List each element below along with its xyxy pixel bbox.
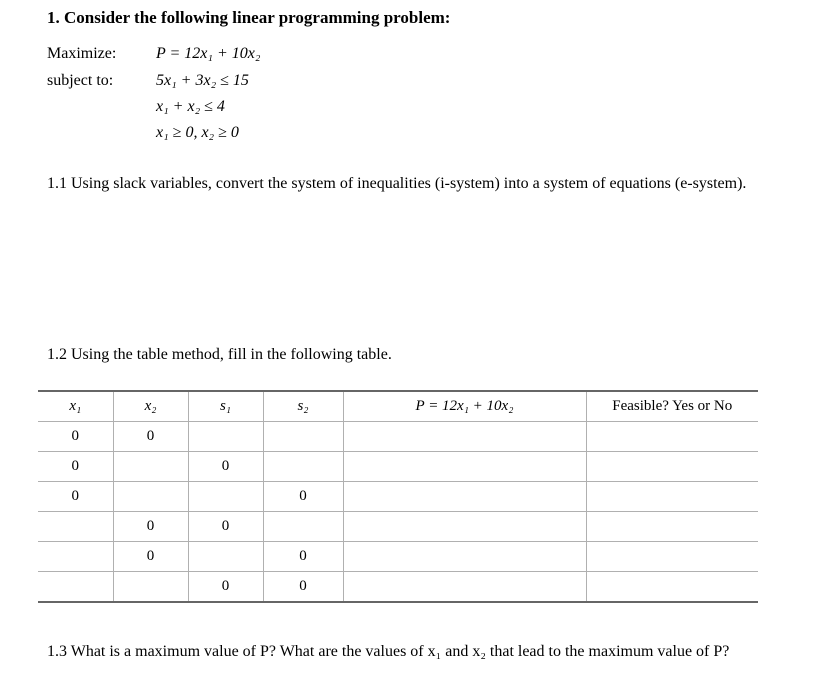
table-cell[interactable] [263, 452, 343, 482]
table-cell[interactable] [586, 452, 758, 482]
table-cell[interactable] [188, 422, 263, 452]
subject-to-label: subject to: [47, 72, 114, 89]
table-cell[interactable] [38, 542, 113, 572]
table-row [38, 572, 758, 603]
table-cell[interactable] [586, 512, 758, 542]
table-cell[interactable] [38, 572, 113, 603]
constraint-1: 5x₁ + 3x₂ ≤ 15 [156, 72, 249, 89]
table-cell[interactable]: 0 [38, 482, 113, 512]
table-cell[interactable] [343, 482, 586, 512]
table-row [38, 452, 758, 482]
table-row [38, 482, 758, 512]
table-cell[interactable]: 0 [263, 542, 343, 572]
question-1-3: 1.3 What is a maximum value of P? What are the values of x₁ and x₂ that lead to the maximum value of P? [47, 643, 730, 660]
table-header-row [38, 391, 758, 422]
lp-table [38, 390, 758, 603]
table-cell[interactable] [586, 542, 758, 572]
table-cell[interactable] [263, 512, 343, 542]
header-feasible: Feasible? Yes or No [586, 391, 758, 422]
table-cell[interactable]: 0 [263, 482, 343, 512]
constraint-2: x₁ + x₂ ≤ 4 [156, 98, 225, 115]
table-row [38, 422, 758, 452]
table-cell[interactable] [188, 482, 263, 512]
table-row [38, 512, 758, 542]
table-cell[interactable]: 0 [263, 572, 343, 603]
table-cell[interactable]: 0 [113, 512, 188, 542]
table-cell[interactable]: 0 [113, 422, 188, 452]
table-cell[interactable] [586, 422, 758, 452]
table-cell[interactable] [113, 452, 188, 482]
objective-function: P = 12x₁ + 10x₂ [156, 45, 261, 62]
table-cell[interactable]: 0 [113, 542, 188, 572]
header-x2: x₂ [113, 391, 188, 422]
constraint-nonneg: x₁ ≥ 0, x₂ ≥ 0 [156, 124, 239, 141]
table-cell[interactable]: 0 [188, 572, 263, 603]
table-cell[interactable]: 0 [38, 452, 113, 482]
header-x1: x₁ [38, 391, 113, 422]
table-cell[interactable] [343, 422, 586, 452]
header-objective: P = 12x₁ + 10x₂ [343, 391, 586, 422]
header-s2: s₂ [263, 391, 343, 422]
maximize-label: Maximize: [47, 45, 117, 62]
table-cell[interactable] [343, 572, 586, 603]
table-cell[interactable] [343, 452, 586, 482]
question-1-2: 1.2 Using the table method, fill in the following table. [47, 346, 392, 363]
table-cell[interactable] [188, 542, 263, 572]
table-cell[interactable] [343, 512, 586, 542]
table-row [38, 542, 758, 572]
header-s1: s₁ [188, 391, 263, 422]
table-cell[interactable]: 0 [188, 512, 263, 542]
table-cell[interactable]: 0 [188, 452, 263, 482]
table-cell[interactable] [263, 422, 343, 452]
question-1-1: 1.1 Using slack variables, convert the system of inequalities (i-system) into a system of equations (e-system). [47, 175, 747, 192]
table-cell[interactable] [586, 482, 758, 512]
table-cell[interactable]: 0 [38, 422, 113, 452]
table-cell[interactable] [38, 512, 113, 542]
table-cell[interactable] [113, 572, 188, 603]
table-cell[interactable] [113, 482, 188, 512]
table-cell[interactable] [586, 572, 758, 603]
table-cell[interactable] [343, 542, 586, 572]
problem-heading: 1. Consider the following linear programming problem: [47, 8, 451, 27]
